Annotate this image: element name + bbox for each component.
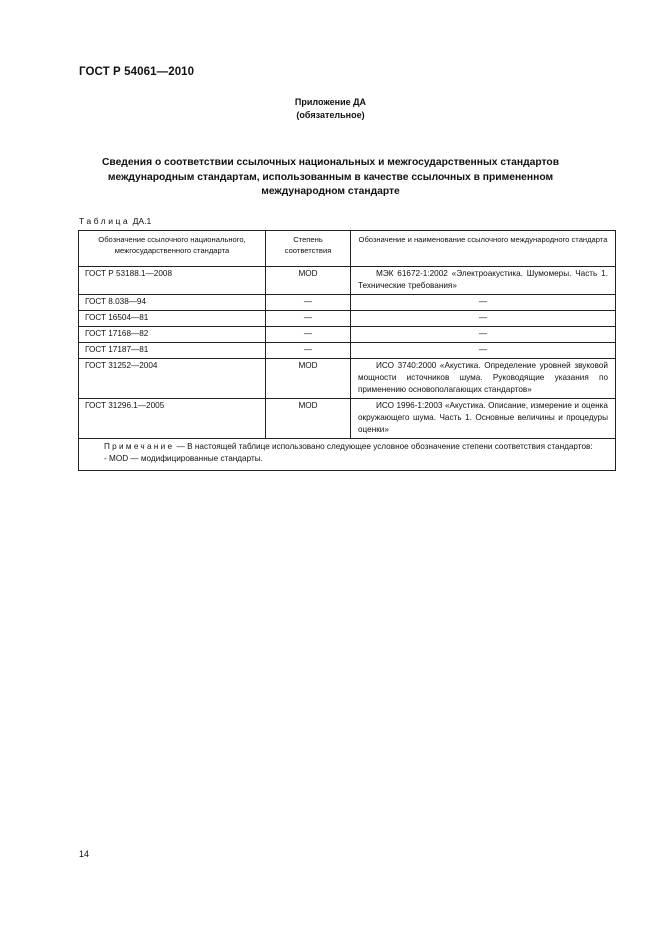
note-paragraph (86, 441, 608, 453)
title-line: Сведения о соответствии ссылочных национальных и межгосударственных стандартов (101, 157, 560, 168)
table-row (79, 343, 616, 359)
degree-cell: — (266, 327, 351, 343)
appendix-status: (обязательное) (296, 110, 365, 120)
standard-cell: ГОСТ 17187—81 (79, 343, 266, 359)
degree-cell: MOD (266, 267, 351, 295)
note-item: - MOD — модифицированные стандарты. (104, 454, 263, 463)
international-standard-cell: МЭК 61672-1:2002 «Электроакустика. Шумомеры. Часть 1. Технические требования» (351, 267, 616, 295)
degree-cell: MOD (266, 359, 351, 399)
table-row (79, 359, 616, 399)
standard-cell: ГОСТ 31252—2004 (79, 359, 266, 399)
standard-cell: ГОСТ Р 53188.1—2008 (79, 267, 266, 295)
degree-cell: — (266, 343, 351, 359)
note-label: Примечание (104, 442, 175, 451)
table-caption-word: Таблица (79, 216, 131, 226)
table-row (79, 327, 616, 343)
appendix-heading (0, 96, 661, 122)
table-note-row (79, 439, 616, 471)
table-caption-number: ДА.1 (132, 216, 152, 226)
international-standard-cell: ИСО 3740:2000 «Акустика. Определение уровней звуковой мощности источников шума. Руководящие указания по применению основополагающих стандартов» (351, 359, 616, 399)
table-row (79, 399, 616, 439)
table-note (79, 439, 616, 471)
appendix-label: Приложение ДА (294, 97, 367, 107)
table-header-row (79, 231, 616, 267)
table-caption (79, 216, 151, 226)
standard-cell: ГОСТ 31296.1—2005 (79, 399, 266, 439)
title-line: международным стандартам, использованным в качестве ссылочных в примененном (107, 171, 554, 183)
table-row (79, 311, 616, 327)
document-header: ГОСТ Р 54061—2010 (79, 66, 195, 78)
standard-cell: ГОСТ 8.038—94 (79, 295, 266, 311)
correspondence-table (78, 230, 616, 471)
degree-cell: — (266, 295, 351, 311)
international-standard-cell: — (351, 343, 616, 359)
note-text: — В настоящей таблице использовано следующее условное обозначение степени соответствия стандартов: (176, 442, 593, 451)
column-header-degree: Степень соответствия (266, 231, 351, 267)
appendix-title (84, 156, 577, 200)
international-standard-cell: — (351, 311, 616, 327)
degree-cell: MOD (266, 399, 351, 439)
standard-cell: ГОСТ 16504—81 (79, 311, 266, 327)
column-header-international: Обозначение и наименование ссылочного международного стандарта (351, 231, 616, 267)
international-standard-cell: — (351, 327, 616, 343)
column-header-standard: Обозначение ссылочного национального, межгосударственного стандарта (79, 231, 266, 267)
title-line: международном стандарте (261, 186, 400, 197)
international-standard-cell: ИСО 1996-1:2003 «Акустика. Описание, измерение и оценка окружающего шума. Часть 1. Основные величины и процедуры оценки» (351, 399, 616, 439)
table-row (79, 295, 616, 311)
degree-cell: — (266, 311, 351, 327)
table-row (79, 267, 616, 295)
standard-cell: ГОСТ 17168—82 (79, 327, 266, 343)
international-standard-cell: — (351, 295, 616, 311)
page-number: 14 (79, 849, 90, 859)
